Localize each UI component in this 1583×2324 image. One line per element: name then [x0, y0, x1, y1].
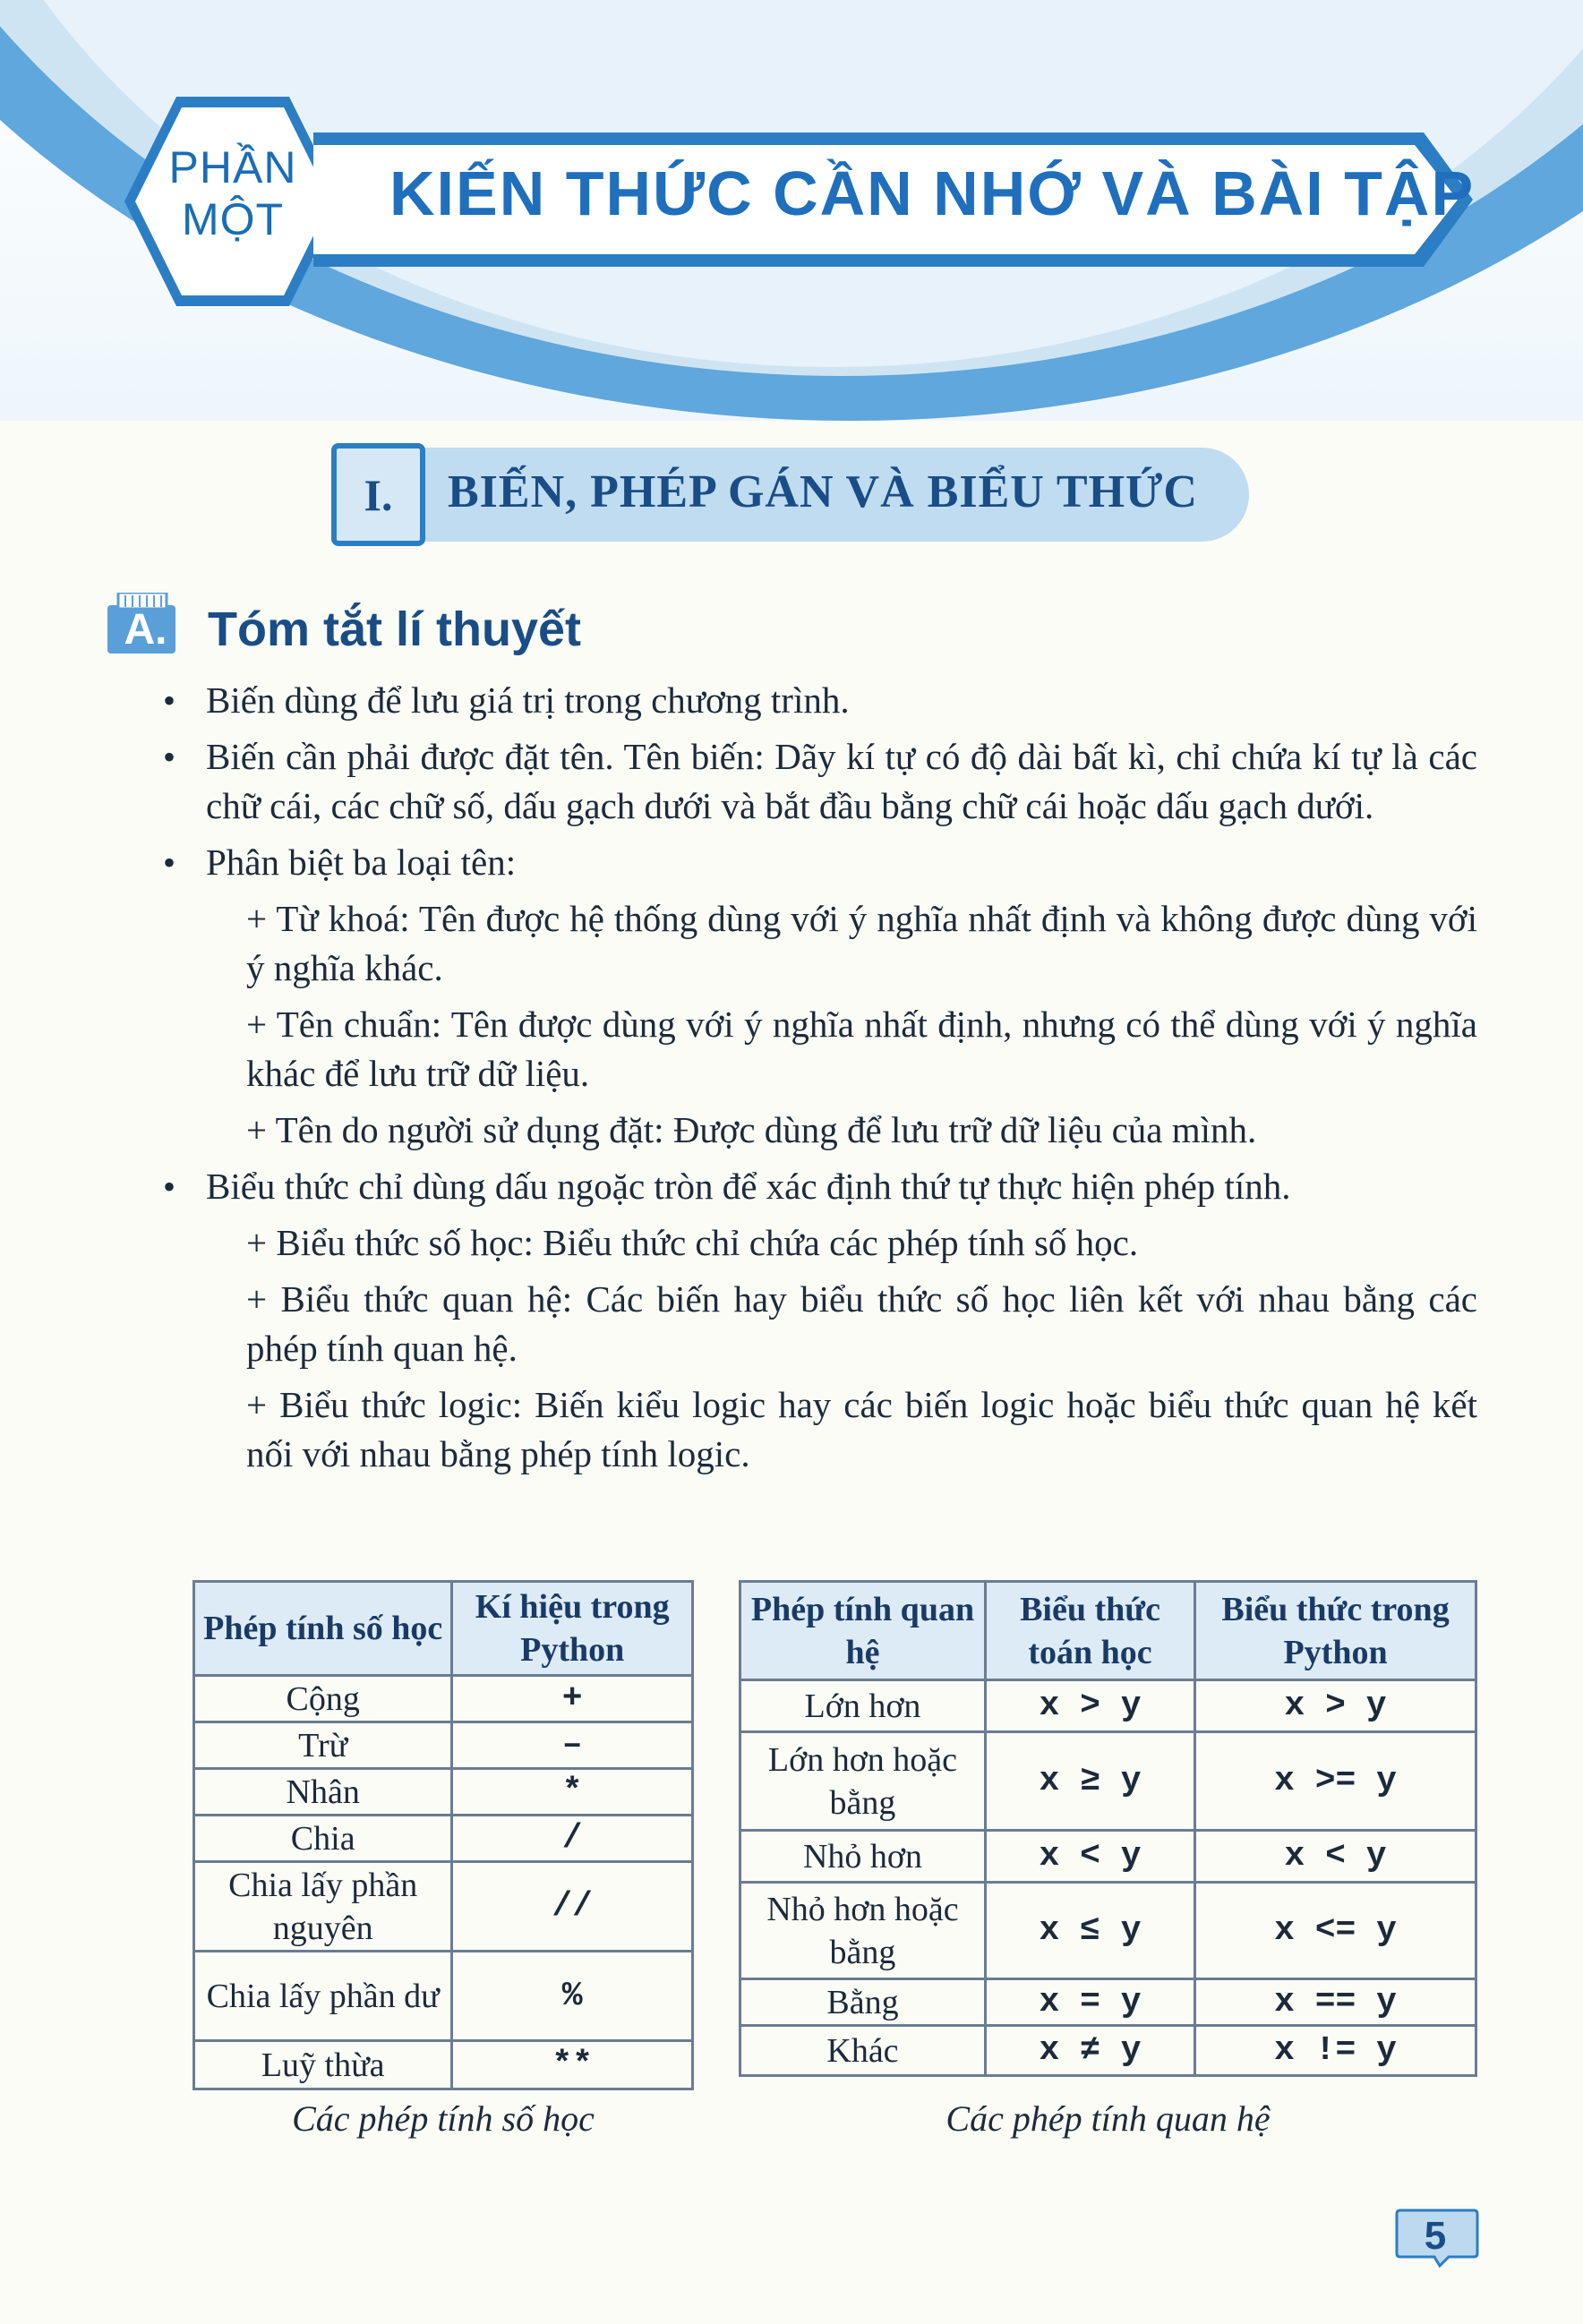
table-row	[194, 1816, 693, 1862]
theory-summary	[161, 676, 1477, 1486]
table-cell: Cộng	[194, 1676, 452, 1722]
part-label	[121, 141, 345, 245]
table-header-cell: Phép tính số học	[194, 1582, 452, 1676]
table-row	[194, 2041, 693, 2089]
bullet-variable-naming: • Biến cần phải được đặt tên. Tên biến: Dãy kí tự có độ dài bất kì, chỉ chứa kí tự là các chữ cái, các chữ số, dấu gạch dưới và bắt đầu bằng chữ cái hoặc dấu gạch dưới.	[161, 732, 1477, 831]
sub-standard-name: + Tên chuẩn: Tên được dùng với ý nghĩa nhất định, nhưng có thể dùng với ý nghĩa khác để lưu trữ dữ liệu.	[246, 1004, 1477, 1094]
table-cell: Lớn hơn	[740, 1680, 986, 1732]
table1-caption: Các phép tính số học	[292, 2098, 595, 2139]
table-cell: Chia lấy phần nguyên	[194, 1862, 452, 1952]
table-row	[740, 1732, 1476, 1831]
table-cell: Chia	[194, 1816, 452, 1862]
table-cell: **	[452, 2041, 693, 2089]
table-cell: x == y	[1195, 1979, 1476, 2026]
table-cell: x > y	[985, 1680, 1194, 1732]
table-cell: *	[452, 1769, 693, 1816]
bullet-expression: • Biểu thức chỉ dùng dấu ngoặc tròn để xác định thứ tự thực hiện phép tính.	[161, 1162, 1477, 1211]
table-header-cell: Kí hiệu trong Python	[452, 1582, 693, 1676]
table-cell: Luỹ thừa	[194, 2041, 452, 2089]
section-number-box	[331, 443, 425, 546]
table-cell: x < y	[985, 1831, 1194, 1883]
sub-relational-expression: + Biểu thức quan hệ: Các biến hay biểu thức số học liên kết với nhau bằng các phép tính quan hệ.	[246, 1278, 1477, 1369]
table-cell: x < y	[1195, 1831, 1476, 1883]
subsection-title: Tóm tắt lí thuyết	[208, 602, 581, 656]
part-label-line2: MỘT	[181, 194, 285, 244]
table-cell: /	[452, 1816, 693, 1862]
part-badge	[121, 90, 345, 313]
table-header-cell: Biểu thức trong Python	[1195, 1582, 1476, 1680]
table-cell: x >= y	[1195, 1732, 1476, 1831]
sub-user-name: + Tên do người sử dụng đặt: Được dùng để lưu trữ dữ liệu của mình.	[246, 1109, 1257, 1150]
table-row	[740, 1883, 1476, 1979]
section-number: I.	[364, 469, 393, 520]
table-row	[194, 1722, 693, 1769]
table-cell: //	[452, 1862, 693, 1952]
table2-caption: Các phép tính quan hệ	[946, 2098, 1271, 2139]
table-header-row	[194, 1582, 693, 1676]
table-cell: Khác	[740, 2026, 986, 2076]
table-cell: x ≥ y	[985, 1732, 1194, 1831]
table-cell: Chia lấy phần dư	[194, 1952, 452, 2041]
table-header-cell: Biểu thức toán học	[985, 1582, 1194, 1680]
table-cell: x ≤ y	[985, 1883, 1194, 1979]
table-row	[740, 1979, 1476, 2026]
title-banner	[313, 124, 1477, 276]
table-row	[740, 2026, 1476, 2076]
sub-arithmetic-expression: + Biểu thức số học: Biểu thức chỉ chứa các phép tính số học.	[246, 1222, 1139, 1263]
table-cell: x > y	[1195, 1680, 1476, 1732]
table-cell: Bằng	[740, 1979, 986, 2026]
table-cell: x = y	[985, 1979, 1194, 2026]
page-number: 5	[1424, 2214, 1447, 2258]
relational-operators-table	[739, 1580, 1477, 2077]
table-cell: Nhỏ hơn hoặc bằng	[740, 1883, 986, 1979]
table-cell: x <= y	[1195, 1883, 1476, 1979]
table-cell: Lớn hơn hoặc bằng	[740, 1732, 986, 1831]
table-cell: Trừ	[194, 1722, 452, 1769]
table-cell: +	[452, 1676, 693, 1722]
table-cell: –	[452, 1722, 693, 1769]
bullet-variable-storage: • Biến dùng để lưu giá trị trong chương trình.	[161, 676, 1477, 725]
table-row	[194, 1952, 693, 2041]
table-header-cell: Phép tính quan hệ	[740, 1582, 986, 1680]
table-cell: Nhân	[194, 1769, 452, 1816]
table-header-row	[740, 1582, 1476, 1680]
subsection-letter: A.	[124, 606, 167, 654]
table-row	[194, 1676, 693, 1722]
bullet-name-types: • Phân biệt ba loại tên:	[161, 838, 1477, 887]
table-cell: x ≠ y	[985, 2026, 1194, 2076]
table-cell: x != y	[1195, 2026, 1476, 2076]
table-row	[740, 1680, 1476, 1732]
table-row	[194, 1769, 693, 1816]
banner-title: KIẾN THỨC CẦN NHỚ VÀ BÀI TẬP	[389, 158, 1476, 228]
section-title: BIẾN, PHÉP GÁN VÀ BIỂU THỨC	[448, 466, 1198, 517]
arithmetic-operators-table	[193, 1580, 694, 2090]
part-label-line1: PHẦN	[168, 142, 297, 192]
sub-keyword: + Từ khoá: Tên được hệ thống dùng với ý nghĩa nhất định và không được dùng với ý nghĩa khác.	[246, 898, 1477, 988]
table-cell: %	[452, 1952, 693, 2041]
table-row	[740, 1831, 1476, 1883]
table-cell: Nhỏ hơn	[740, 1831, 986, 1883]
sub-logic-expression: + Biểu thức logic: Biến kiểu logic hay các biến logic hoặc biểu thức quan hệ kết nối với nhau bằng phép tính logic.	[246, 1384, 1477, 1474]
table-row	[194, 1862, 693, 1952]
